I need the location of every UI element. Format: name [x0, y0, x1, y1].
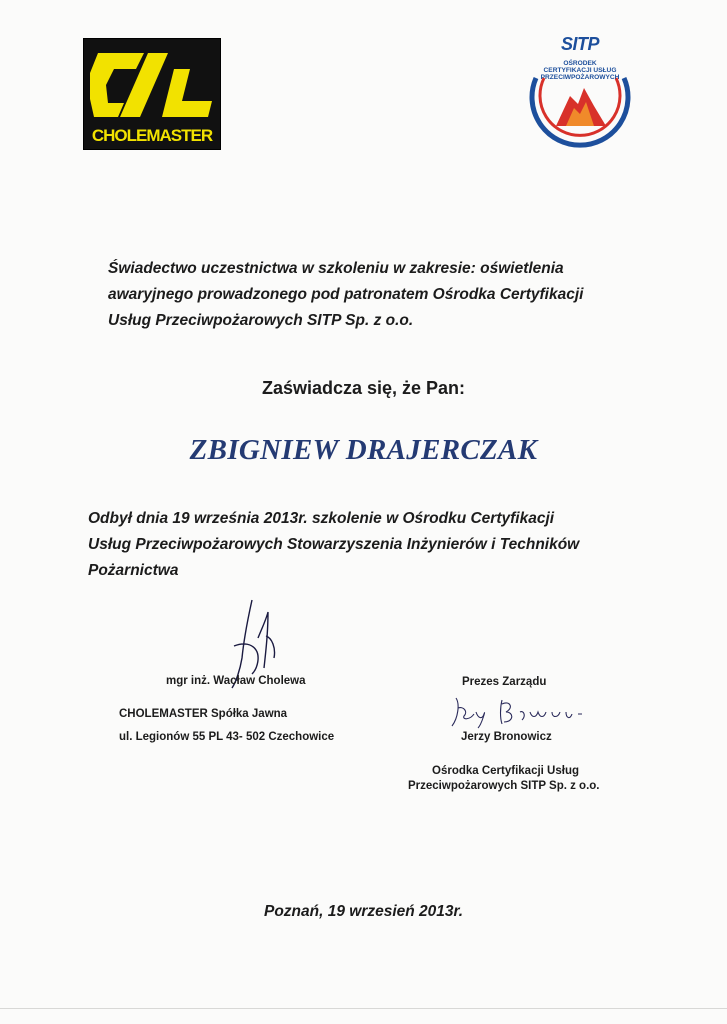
- intro-line: Usług Przeciwpożarowych SITP Sp. z o.o.: [108, 312, 414, 329]
- completion-paragraph: [88, 506, 648, 584]
- completion-line: Usług Przeciwpożarowych Stowarzyszenia Inżynierów i Techników: [88, 536, 580, 553]
- sitp-brand: SITP: [560, 34, 599, 54]
- signatory-right-title: Prezes Zarządu: [462, 676, 547, 688]
- completion-line: Odbył dnia 19 września 2013r. szkolenie w Ośrodku Certyfikacji: [88, 510, 555, 527]
- signatory-left-title: mgr inż. Wacław Cholewa: [166, 675, 306, 687]
- signatory-left-address: ul. Legionów 55 PL 43- 502 Czechowice: [119, 731, 335, 743]
- recipient-name: ZBIGNIEW DRAJERCZAK: [189, 434, 538, 466]
- attest-heading: Zaświadcza się, że Pan:: [261, 378, 466, 398]
- sitp-line-1: OŚRODEK: [563, 60, 597, 67]
- intro-line: Świadectwo uczestnictwa w szkoleniu w zakresie: oświetlenia: [108, 260, 564, 277]
- cholemaster-wordmark: CHOLEMASTER: [91, 126, 213, 145]
- intro-paragraph: [108, 256, 648, 334]
- signatory-right-org-line-2: Przeciwpożarowych SITP Sp. z o.o.: [408, 780, 600, 792]
- completion-line: Pożarnictwa: [88, 562, 179, 579]
- sitp-seal: [520, 28, 640, 148]
- signatory-right-org-line-1: Ośrodka Certyfikacji Usług: [432, 765, 579, 777]
- sitp-line-3: PRZECIWPOŻAROWYCH: [540, 74, 620, 81]
- signatory-right-name: Jerzy Bronowicz: [461, 731, 552, 743]
- sitp-line-2: CERTYFIKACJI USŁUG: [543, 67, 617, 74]
- issue-date-line: Poznań, 19 wrzesień 2013r.: [263, 903, 464, 920]
- intro-line: awaryjnego prowadzonego pod patronatem Ośrodka Certyfikacji: [108, 286, 584, 303]
- cholemaster-logo: [83, 38, 221, 150]
- scan-edge-divider: [0, 1008, 727, 1009]
- cholemaster-logo-icon: [84, 39, 220, 125]
- signatory-left-company: CHOLEMASTER Spółka Jawna: [119, 708, 288, 720]
- signature-right: [448, 694, 598, 730]
